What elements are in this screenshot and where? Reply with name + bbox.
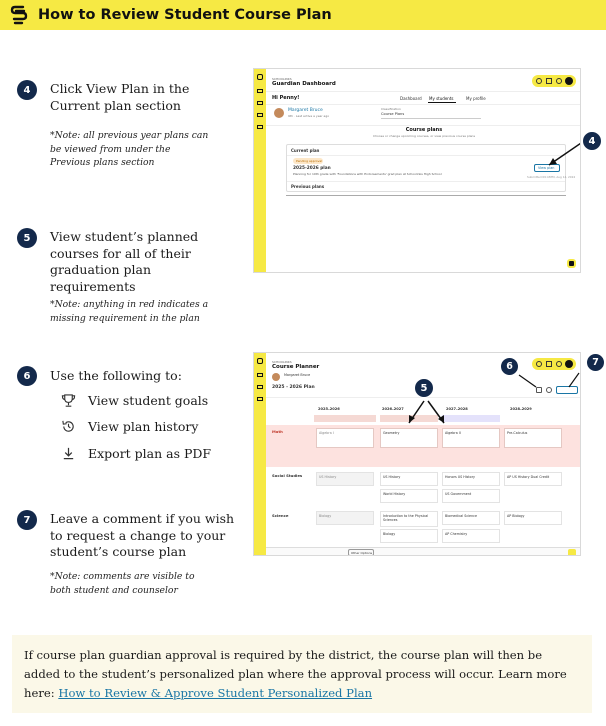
arrow-to-view-plan	[254, 69, 581, 273]
footer-note: If course plan guardian approval is required by the district, the course plan will then be added to the student’s personalized plan where the approval process will occur. Learn more here: How to Review & Approve Student Personalized Plan	[12, 635, 592, 713]
current-plan-card: Current plan Pending approval 2025-2026 plan Planning for 10th grade with 'Foundations with Endorsements' grad plan at Schoolinks High School View plan Submitted 09:43PM, Aug 14, 2024 Previous plans	[286, 144, 566, 192]
science-row: Science Biology Introduction to the Physical Sciences Biomedical Science AP Biology Biology AP Chemistry	[266, 509, 581, 545]
previous-plans[interactable]: Previous plans	[291, 184, 325, 189]
step-5-text: View student’s planned courses for all of their graduation plan requirements	[50, 229, 199, 294]
tab-my-students[interactable]: My students	[429, 96, 454, 101]
step-5-number: 5	[17, 228, 37, 248]
step-4-note: *Note: all previous year plans can be viewed from under the Previous plans section	[50, 130, 209, 168]
schoolinks-logo-icon	[8, 4, 30, 26]
plan-select[interactable]: Course Plans	[381, 112, 405, 116]
trophy-icon	[60, 392, 76, 408]
section-title: Course plans	[405, 127, 443, 133]
year-headers: 2025–2026 2026–2027 2027–2028 2028–2029	[318, 407, 532, 411]
step-7-text: Leave a comment if you wish to request a change to your student’s course plan	[50, 511, 235, 559]
course-planner-screenshot: SCHOOLINKS Course Planner Margaret Bruce 2025 - 2026 Plan 2025–2026 2026–2027 2027–2028 2028–2029 Math Algebra I Geometry Algebra II Pre-Calculus Social Studies US History US History Honors US History AP US History Dual Credit World History US Government Science Biology Introduction to the Physical Sciences Biomedical Science AP Biology Biology AP Chemistry Other Options	[253, 352, 581, 556]
page-header	[0, 0, 606, 30]
pending-badge: Pending approval	[293, 158, 323, 164]
page-title: How to Review Student Course Plan	[38, 7, 332, 23]
step-5-note: *Note: anything in red indicates a missing requirement in the plan	[50, 299, 209, 324]
marker-5: 5	[414, 378, 434, 398]
view-plan-button[interactable]: View plan	[534, 164, 560, 172]
dashboard-app-name: Guardian Dashboard	[272, 81, 336, 87]
social-studies-row: Social Studies US History US History Honors US History AP US History Dual Credit World History US Government	[266, 469, 581, 507]
greeting: Hi Penny!	[272, 95, 300, 101]
planner-app-name: Course Planner	[272, 364, 320, 370]
marker-4: 4	[582, 131, 602, 151]
step-7-number: 7	[17, 510, 37, 530]
step-4-number: 4	[17, 80, 37, 100]
step-4-text: Click View Plan in the Current plan section	[50, 81, 190, 113]
marker-6: 6	[500, 357, 519, 376]
step-6-number: 6	[17, 366, 37, 386]
step-7-note: *Note: comments are visible to both student and counselor	[50, 571, 195, 596]
tab-dashboard[interactable]: Dashboard	[400, 96, 422, 101]
history-icon	[60, 418, 76, 434]
guardian-dashboard-screenshot: SCHOOLINKS Guardian Dashboard Hi Penny! Dashboard My students My profile Margaret Bruce 9th · Last active a year ago Classification Course Plans Course plans Choose or change upcoming courses, or view previous course plans Current plan Pending approval 2025-2026 plan Planning for 10th grade with 'Foundations with Endorsements' grad plan at Schoolinks High School View plan Submitted 09:43PM, Aug 14, 2024 Previous plans	[253, 68, 581, 273]
option-export-pdf: Export plan as PDF	[60, 445, 211, 461]
option-student-goals: View student goals	[60, 392, 208, 408]
other-options-button[interactable]: Other Options	[348, 549, 374, 556]
option-plan-history: View plan history	[60, 418, 198, 434]
learn-more-link[interactable]: How to Review & Approve Student Personalized Plan	[58, 686, 373, 700]
marker-7: 7	[586, 353, 605, 372]
student-name[interactable]: Margaret Bruce	[288, 108, 323, 113]
math-row: Math Algebra I Geometry Algebra II Pre-Calculus	[266, 425, 581, 467]
download-icon	[60, 445, 76, 461]
step-6-text: Use the following to:	[50, 368, 182, 383]
tab-my-profile[interactable]: My profile	[466, 96, 486, 101]
